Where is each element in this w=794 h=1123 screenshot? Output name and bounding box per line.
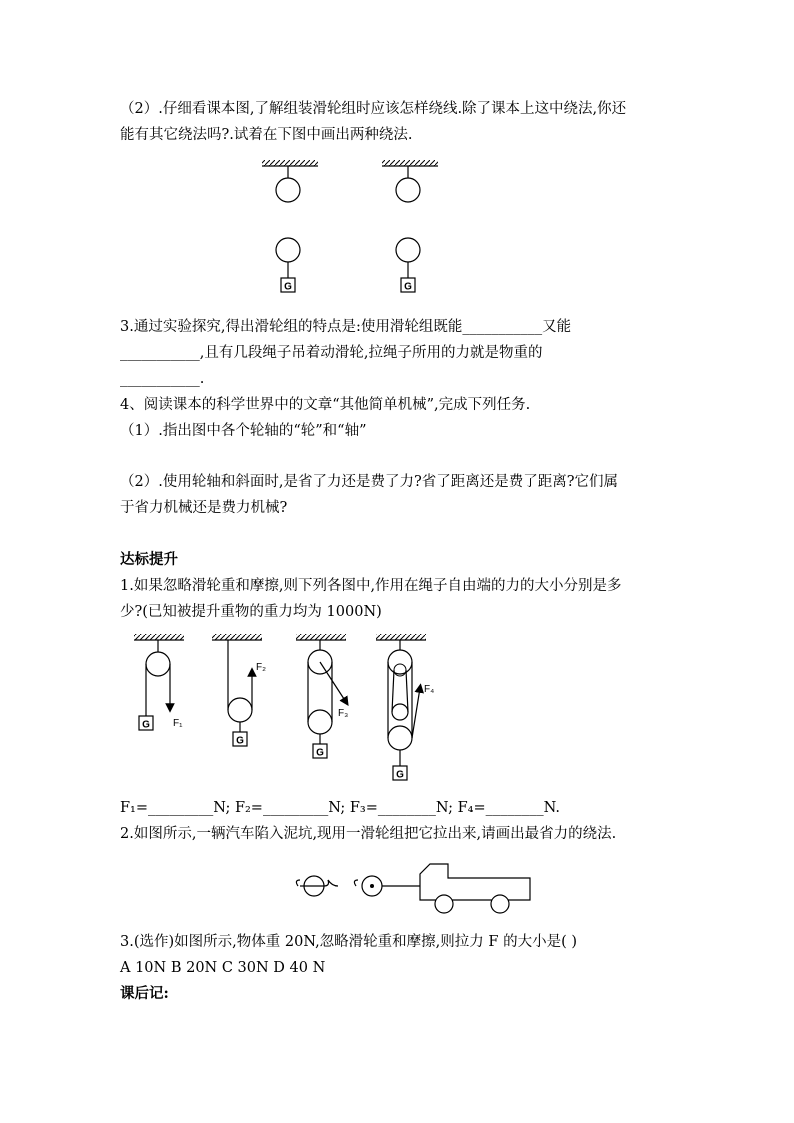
- p1-answers: F₁=_________N; F₂=_________N; F₃=________N; F₄=________N.: [120, 800, 560, 816]
- p3-line1: 3.(选作)如图所示,物体重 20N,忽略滑轮重和摩擦,则拉力 F 的大小是( ): [120, 934, 577, 950]
- weight-label: G: [236, 735, 244, 747]
- pulley-configurations-figure: [120, 630, 480, 790]
- pulley-system-right: [382, 160, 438, 293]
- q4-sub1: （1）.指出图中各个轮轴的“轮”和“轴”: [120, 423, 367, 439]
- q4-sub2-line2: 于省力机械还是费力机械?: [120, 500, 288, 516]
- pulley-drawing-figure: [250, 150, 550, 300]
- after-class-notes: 课后记:: [120, 985, 169, 1002]
- q3-line3: ___________.: [120, 371, 205, 387]
- p2-line1: 2.如图所示,一辆汽车陷入泥坑,现用一滑轮组把它拉出来,请画出最省力的绕法.: [120, 826, 617, 842]
- weight-label: G: [404, 281, 412, 293]
- weight-label: G: [142, 719, 150, 731]
- config-3-pulley-block: [296, 634, 348, 759]
- force-label-f3: F₃: [338, 708, 349, 719]
- weight-label: G: [316, 747, 324, 759]
- force-label-f4: F₄: [424, 684, 435, 695]
- q2-2-line1: （2）.仔细看课本图,了解组装滑轮组时应该怎样绕线.除了课本上这中绕法,你还: [120, 101, 627, 117]
- force-label-f2: F₂: [256, 662, 266, 673]
- section-title: 达标提升: [120, 551, 178, 568]
- config-2-movable-pulley: [212, 634, 266, 747]
- q3-line2: ___________,且有几段绳子吊着动滑轮,拉绳子所用的力就是物重的: [120, 345, 543, 361]
- config-4-pulley-block: [376, 634, 434, 781]
- pulley-system-left: [262, 160, 318, 293]
- q4-sub2-line1: （2）.使用轮轴和斜面时,是省了力还是费了力?省了距离还是费了距离?它们属: [120, 474, 618, 490]
- force-label-f1: F₁: [173, 718, 183, 729]
- p3-options: A 10N B 20N C 30N D 40 N: [120, 960, 326, 976]
- q3-line1: 3.通过实验探究,得出滑轮组的特点是:使用滑轮组既能___________又能: [120, 319, 572, 335]
- truck-pulley-figure: [290, 860, 540, 920]
- config-1-fixed-pulley: [134, 634, 184, 731]
- q4-line1: 4、阅读课本的科学世界中的文章“其他简单机械”,完成下列任务.: [120, 397, 531, 413]
- q2-2-line2: 能有其它绕法吗?.试着在下图中画出两种绕法.: [120, 127, 413, 143]
- p1-line1: 1.如果忽略滑轮重和摩擦,则下列各图中,作用在绳子自由端的力的大小分别是多: [120, 578, 622, 594]
- weight-label: G: [284, 281, 292, 293]
- weight-label: G: [396, 769, 404, 781]
- p1-line2: 少?(已知被提升重物的重力均为 1000N): [120, 604, 382, 620]
